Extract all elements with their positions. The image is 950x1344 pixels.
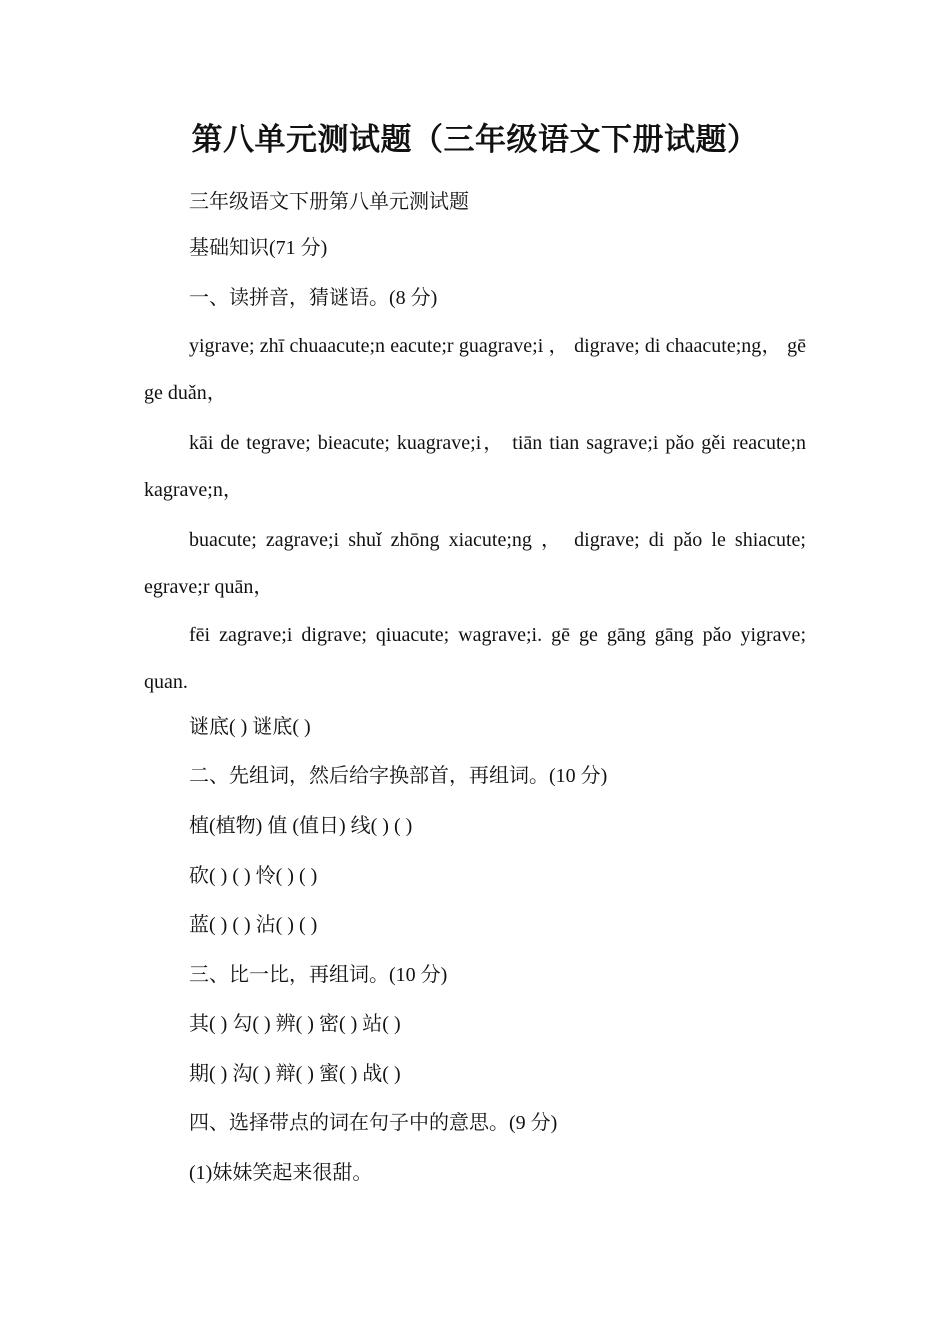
question-4-item-1: (1)妹妹笑起来很甜。 [189,1162,373,1184]
question-4-heading: 四、选择带点的词在句子中的意思。(9 分) [189,1112,558,1134]
section-basic-knowledge: 基础知识(71 分) [189,237,328,259]
question-1-heading: 一、读拼音，猜谜语。(8 分) [189,287,438,309]
question-1-answer: 谜底( ) 谜底( ) [189,716,311,738]
question-1-riddle-line-2: kāi de tegrave; bieacute; kuagrave;i， tiān tian sagrave;i pǎo gěi reacute;n kagrave;n， [144,432,806,501]
question-3-row-2: 期( ) 沟( ) 辩( ) 蜜( ) 战( ) [189,1063,401,1085]
question-2-row-3: 蓝( ) ( ) 沾( ) ( ) [189,914,318,936]
document-title: 第八单元测试题（三年级语文下册试题） [191,122,759,158]
question-3-heading: 三、比一比，再组词。(10 分) [189,964,448,986]
question-2-row-1: 植(植物) 值 (值日) 线( ) ( ) [189,815,413,837]
question-3-row-1: 其( ) 勾( ) 辨( ) 密( ) 站( ) [189,1013,401,1035]
question-2-row-2: 砍( ) ( ) 怜( ) ( ) [189,865,318,887]
document-subtitle: 三年级语文下册第八单元测试题 [189,191,469,213]
question-1-riddle-line-3: buacute; zagrave;i shuǐ zhōng xiacute;ng ， digrave; di pǎo le shiacute; egrave;r quān， [144,529,806,598]
question-2-heading: 二、先组词，然后给字换部首，再组词。(10 分) [189,765,608,787]
question-1-riddle-line-4: fēi zagrave;i digrave; qiuacute; wagrave;i. gē ge gāng gāng pǎo yigrave; quan. [144,624,806,693]
question-1-riddle-line-1: yigrave; zhī chuaacute;n eacute;r guagrave;i ， digrave; di chaacute;ng， gē ge duǎn， [144,335,806,404]
